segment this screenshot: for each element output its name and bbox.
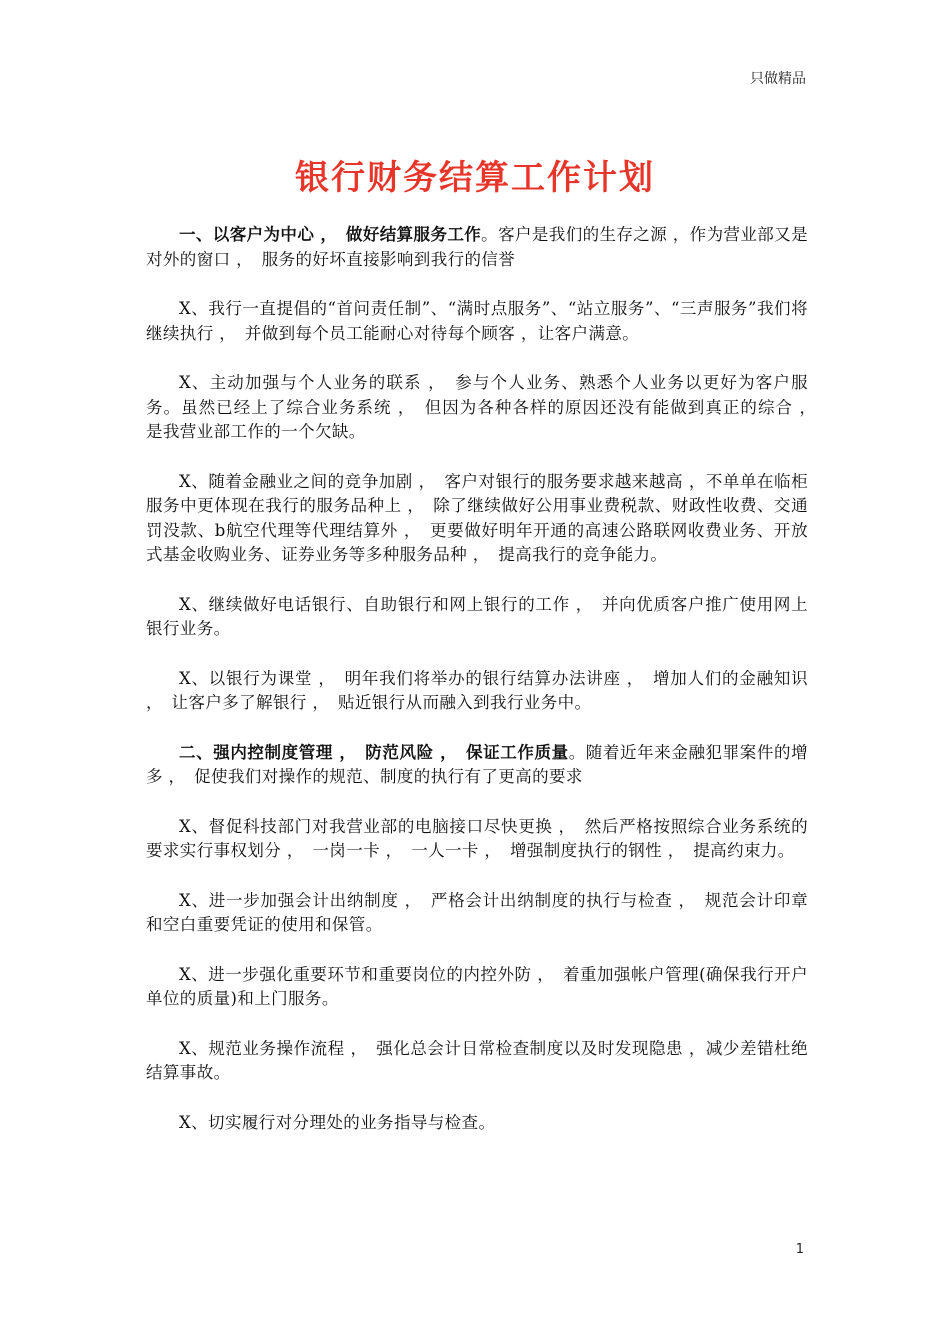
paragraph-text: X、进一步加强会计出纳制度 ， 严格会计出纳制度的执行与检查 ， 规范会计印章和空白重要凭证的使用和保管。 [146, 890, 808, 934]
section-heading-1: 一、以客户为中心 ， 做好结算服务工作 [179, 225, 482, 244]
paragraph-text: X、随着金融业之间的竞争加剧 ， 客户对银行的服务要求越来越高 ，不单单在临柜服务中更体现在我行的服务品种上 ， 除了继续做好公用事业费税款、财政性收费、交通罚没款、b航空代理等代理结算外 ， 更要做好明年开通的高速公路联网收费业务、开放式基金收购业务、证券业务等多种服务品种 ， 提高我行的竞争能力。 [146, 471, 808, 564]
paragraph-7 [146, 741, 808, 790]
paragraph-text: X、规范业务操作流程 ， 强化总会计日常检查制度以及时发现隐患 ，减少差错杜绝结算事故。 [146, 1038, 808, 1082]
paragraph-9 [146, 889, 808, 938]
paragraph-text: X、主动加强与个人业务的联系 ， 参与个人业务、熟悉个人业务以更好为客户服务。虽然已经上了综合业务系统 ， 但因为各种各样的原因还没有能做到真正的综合 ， 是我营业部工作的一个欠缺。 [146, 373, 825, 441]
paragraph-6 [146, 667, 808, 716]
paragraph-text: 。随着近年来金融犯罪案件的增多 ， 促使我们对操作的规范、制度的执行有了更高的要求 [146, 742, 808, 786]
section-heading-2: 二、强内控制度管理 ， 防范风险 ， 保证工作质量 [179, 742, 569, 762]
paragraph-text: X、继续做好电话银行、自助银行和网上银行的工作 ， 并向优质客户推广使用网上银行业务。 [146, 594, 808, 638]
paragraph-1 [146, 223, 808, 272]
paragraph-4 [146, 470, 808, 568]
header-tag: 只做精品 [750, 71, 806, 87]
paragraph-10 [146, 963, 808, 1012]
paragraph-11 [146, 1037, 808, 1086]
paragraph-text: X、督促科技部门对我营业部的电脑接口尽快更换 ， 然后严格按照综合业务系统的要求实行事权划分 ， 一岗一卡 ， 一人一卡 ， 增强制度执行的钢性 ， 提高约束力。 [146, 816, 808, 860]
paragraph-12 [146, 1111, 808, 1136]
document-body [146, 223, 825, 1160]
paragraph-3 [146, 371, 825, 445]
paragraph-8 [146, 815, 808, 864]
paragraph-text: X、我行一直提倡的“首问责任制”、“满时点服务”、“站立服务”、“三声服务”我们将继续执行 ， 并做到每个员工能耐心对待每个顾客 ，让客户满意。 [146, 299, 808, 343]
paragraph-text: X、进一步强化重要环节和重要岗位的内控外防 ， 着重加强帐户管理(确保我行开户单位的质量)和上门服务。 [146, 964, 808, 1008]
paragraph-5 [146, 593, 808, 642]
paragraph-text: X、切实履行对分理处的业务指导与检查。 [179, 1112, 496, 1132]
paragraph-text: 。客户是我们的生存之源 ，作为营业部又是对外的窗口 ， 服务的好坏直接影响到我行的信誉 [146, 225, 808, 269]
paragraph-text: X、以银行为课堂 ， 明年我们将举办的银行结算办法讲座 ， 增加人们的金融知识 ， 让客户多了解银行 ， 贴近银行从而融入到我行业务中。 [146, 668, 808, 712]
page-number: 1 [795, 1242, 804, 1257]
document-title: 银行财务结算工作计划 [295, 158, 655, 198]
paragraph-2 [146, 297, 808, 346]
